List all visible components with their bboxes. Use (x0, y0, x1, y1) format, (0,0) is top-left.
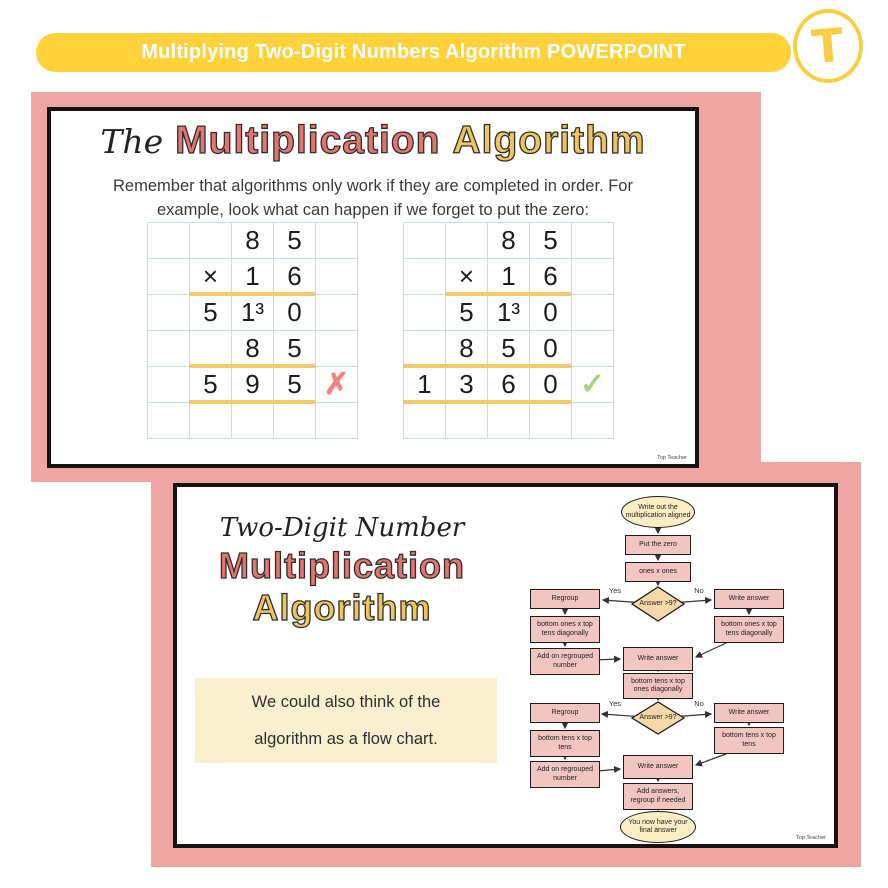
flowchart (177, 487, 834, 844)
grid-cell (190, 223, 232, 259)
grid-cell (316, 259, 358, 295)
grid-cell (572, 403, 614, 439)
grid-cell (404, 259, 446, 295)
grid-cell (316, 403, 358, 439)
grid-cell: 0 (274, 295, 316, 331)
slide2-pink-frame (151, 462, 861, 867)
grid-cell: 1³ (232, 295, 274, 331)
grid-cell (316, 331, 358, 367)
grid-cell: 0 (530, 367, 572, 403)
grid-cell (404, 223, 446, 259)
flow-step-bottom-tens-top-tens-right: bottom tens x top tens (714, 727, 784, 754)
flow-step-write-answer-c1: Write answer (623, 647, 693, 671)
grid-cell: 6 (488, 367, 530, 403)
multiplication-grid-correct (403, 222, 615, 440)
grid-cell (190, 403, 232, 439)
flow-step-bottom-tens-top-tens-left: bottom tens x top tens (530, 730, 600, 757)
grid-correct-cells (403, 222, 614, 439)
grid-cell: 5 (274, 331, 316, 367)
grid-rule (189, 292, 315, 296)
grid-cell: 8 (232, 223, 274, 259)
grid-cell (446, 223, 488, 259)
grid-cell: 1³ (488, 295, 530, 331)
grid-cell (232, 403, 274, 439)
grid-cell: 5 (446, 295, 488, 331)
grid-cell: 6 (274, 259, 316, 295)
grid-cell (148, 223, 190, 259)
grid-cell: 3 (446, 367, 488, 403)
flow-step-regroup1: Regroup (530, 589, 600, 609)
slide1-title-the: The (100, 122, 164, 161)
flow-step-regroup2: Regroup (530, 703, 600, 723)
logo-letter-t-icon: T (810, 17, 846, 75)
note-line2: algorithm as a flow chart. (254, 729, 438, 748)
multiplication-grid-incorrect (147, 222, 359, 440)
flow-step-ones-x-ones: ones x ones (625, 562, 691, 582)
grid-cell (316, 295, 358, 331)
grid-cell (488, 403, 530, 439)
grid-cell: 5 (488, 331, 530, 367)
grid-rule (403, 400, 571, 404)
grid-cell: 1 (488, 259, 530, 295)
flow-step-bottom-ones-top-tens-left: bottom ones x top tens diagonally (530, 616, 600, 643)
grid-rule (189, 364, 315, 368)
flow-step-put-the-zero: Put the zero (625, 535, 691, 555)
decision2-yes-label: Yes (608, 699, 622, 708)
flow-step-write-answer-c2: Write answer (623, 755, 693, 779)
wrong-mark-icon: ✗ (316, 367, 358, 403)
grid-cell: 8 (446, 331, 488, 367)
grid-cell (572, 223, 614, 259)
slide1-example-slide (47, 107, 699, 468)
decision2-no-label: No (694, 699, 704, 708)
grid-cell (404, 331, 446, 367)
decision1-yes-label: Yes (608, 586, 622, 595)
grid-cell (316, 223, 358, 259)
grid-cell: 5 (190, 295, 232, 331)
flow-step-add-regrouped1: Add on regrouped number (530, 648, 600, 675)
correct-mark-icon: ✓ (572, 367, 614, 403)
slide1-body-line1: Remember that algorithms only work if they are completed in order. For (113, 177, 633, 195)
flow-step-bottom-ones-top-tens-right: bottom ones x top tens diagonally (714, 616, 784, 643)
grid-cell (148, 331, 190, 367)
slide2-flowchart-slide (173, 483, 838, 848)
flow-decision1-label: Answer >9? (639, 599, 677, 607)
grid-incorrect-cells (147, 222, 358, 439)
grid-cell (190, 331, 232, 367)
grid-rule (445, 292, 571, 296)
flow-step-add-regrouped2: Add on regrouped number (530, 761, 600, 788)
grid-cell: 5 (190, 367, 232, 403)
product-title: Multiplying Two-Digit Numbers Algorithm POWERPOINT (141, 41, 686, 63)
grid-cell (148, 403, 190, 439)
slide2-title-line1: Two-Digit Number (219, 513, 465, 543)
grid-cell (404, 403, 446, 439)
grid-rule (189, 400, 315, 404)
grid-cell (148, 367, 190, 403)
grid-cell: 6 (530, 259, 572, 295)
slide1-body-line2: example, look what can happen if we forget to put the zero: (156, 200, 589, 219)
grid-cell: 1 (232, 259, 274, 295)
product-title-banner (36, 33, 791, 72)
grid-cell (148, 259, 190, 295)
grid-rule (403, 364, 571, 368)
slide2-watermark: Top Teacher (796, 835, 826, 841)
grid-cell (530, 403, 572, 439)
flow-start-terminator: Write out the multiplication aligned (621, 496, 695, 528)
grid-cell: 0 (530, 331, 572, 367)
slide1-watermark: Top Teacher (657, 455, 687, 461)
flow-step-add-answers: Add answers, regroup if needed (623, 783, 693, 810)
grid-cell (148, 295, 190, 331)
flow-step-write-answer-r1: Write answer (714, 589, 784, 609)
grid-cell: × (446, 259, 488, 295)
grid-cell: 1 (404, 367, 446, 403)
flowchart-arrows (177, 487, 834, 844)
slide1-body-text (51, 175, 695, 223)
grid-cell: 8 (488, 223, 530, 259)
grid-cell: 5 (274, 223, 316, 259)
grid-cell (404, 295, 446, 331)
slide1-title-multiplication: Multiplication (175, 119, 441, 162)
grid-cell: 5 (530, 223, 572, 259)
note-line1: We could also think of the (251, 692, 441, 711)
top-teacher-logo (793, 9, 863, 83)
flow-step-write-answer-r2: Write answer (714, 703, 784, 723)
grid-cell (572, 259, 614, 295)
slide2-title-line3: Algorithm (252, 587, 432, 628)
grid-cell (274, 403, 316, 439)
slide1-title (51, 119, 695, 163)
grid-cell: 5 (274, 367, 316, 403)
grid-cell: × (190, 259, 232, 295)
slide2-title-line2: Multiplication (219, 545, 465, 586)
slide1-title-algorithm: Algorithm (452, 119, 646, 162)
grid-cell (572, 295, 614, 331)
flow-step-bottom-tens-top-ones: bottom tens x top ones diagonally (623, 673, 693, 699)
grid-cell (572, 331, 614, 367)
slide1-pink-frame (31, 92, 761, 482)
grid-cell (446, 403, 488, 439)
flow-end-terminator: You now have your final answer (620, 811, 696, 843)
flow-decision2-label: Answer >9? (639, 713, 677, 721)
grid-cell: 8 (232, 331, 274, 367)
grid-cell: 0 (530, 295, 572, 331)
grid-cell: 9 (232, 367, 274, 403)
decision1-no-label: No (694, 586, 704, 595)
